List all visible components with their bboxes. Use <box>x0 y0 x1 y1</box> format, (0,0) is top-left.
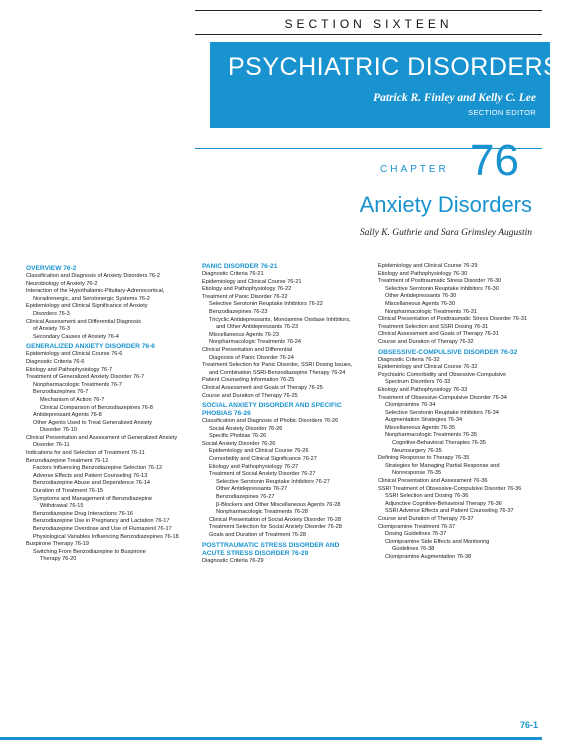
toc-entry[interactable]: Goals and Duration of Treatment 76-28 <box>209 532 307 538</box>
toc-entry[interactable]: Course and Duration of Therapy 76-32 <box>378 338 474 345</box>
toc-column-2 <box>202 263 380 565</box>
toc-entry[interactable]: Defining Response to Therapy 76-35 <box>378 455 470 462</box>
toc-entry[interactable]: Epidemiology and Clinical Significance of Anxiety <box>26 303 148 310</box>
toc-entry[interactable]: Neurosurgery 76-35 <box>392 447 442 454</box>
toc-entry[interactable]: Other Antidepressants 76-27 <box>216 486 288 493</box>
toc-entry[interactable]: Benzodiazepine Abuse and Dependence 76-14 <box>33 480 150 487</box>
toc-entry[interactable]: Clomipramine Treatment 76-37 <box>378 523 456 530</box>
toc-entry[interactable]: Miscellaneous Agents 76-30 <box>385 300 455 307</box>
toc-entry[interactable]: Epidemiology and Clinical Course 76-26 <box>209 448 309 455</box>
toc-entry[interactable]: Dosing Guidelines 76-37 <box>385 531 447 538</box>
toc-entry[interactable]: Treatment of Posttraumatic Stress Disorder 76-30 <box>378 278 502 285</box>
toc-entry[interactable]: Nonpharmacologic Treatments 76-31 <box>385 308 478 315</box>
toc-entry[interactable]: Social Anxiety Disorder 76-26 <box>209 425 283 432</box>
toc-entry[interactable]: Therapy 76-20 <box>40 556 77 563</box>
toc-entry[interactable]: Clinical Assessment and Goals of Therapy 76-31 <box>378 331 499 338</box>
toc-entry[interactable]: Guidelines 76-38 <box>392 546 435 553</box>
toc-entry[interactable]: Benzodiazepine Drug Interactions 76-16 <box>33 510 133 517</box>
toc-entry[interactable]: Diagnosis of Panic Disorder 76-24 <box>209 354 294 361</box>
toc-entry[interactable]: Classification and Diagnosis of Anxiety Disorders 76-2 <box>26 273 161 279</box>
toc-entry[interactable]: Epidemiology and Clinical Course 76-6 <box>26 351 123 358</box>
toc-entry[interactable]: Treatment Selection and SSRI Dosing 76-31 <box>378 323 489 330</box>
toc-entry[interactable]: Classification and Diagnosis of Phobic Disorders 76-26 <box>202 418 339 425</box>
toc-entry[interactable]: Physiological Variables Influencing Benzodiazepines 76-18 <box>33 533 179 540</box>
toc-entry[interactable]: Selective Serotonin Reuptake Inhibitors 76-22 <box>209 301 323 308</box>
toc-entry[interactable]: Interaction of the Hypothalamic-Pituitary-Adrenocortical, <box>26 288 165 295</box>
toc-entry[interactable]: Clomipramine Augmentation 76-38 <box>385 553 472 560</box>
toc-entry[interactable]: Noradrenergic, and Serotonergic Systems 76-2 <box>33 295 150 302</box>
toc-entry[interactable]: Comorbidity and Clinical Significance 76-27 <box>209 456 317 463</box>
toc-entry[interactable]: Withdrawal 76-15 <box>40 503 84 510</box>
section-title: PSYCHIATRIC DISORDERS <box>228 53 561 81</box>
section-banner <box>0 0 564 128</box>
chapter-label: CHAPTER <box>380 164 449 175</box>
toc-entry[interactable]: Psychiatric Comorbidity and Obsessive-Compulsive <box>378 371 507 378</box>
toc-entry[interactable]: SSRI Selection and Dosing 76-36 <box>385 493 469 500</box>
toc-column-3 <box>378 263 556 562</box>
toc-entry[interactable]: Etiology and Pathophysiology 76-27 <box>209 463 299 470</box>
toc-entry[interactable]: Clinical Presentation and Assessment 76-36 <box>378 478 488 485</box>
toc-entry[interactable]: Disorder 76-10 <box>40 427 77 434</box>
toc-entry[interactable]: Etiology and Pathophysiology 76-33 <box>378 386 468 393</box>
toc-entry[interactable]: Nonpharmacologic Treatments 76-28 <box>216 509 309 516</box>
toc-entry[interactable]: Clinical Presentation and Assessment of Generalized Anxiety <box>26 434 178 441</box>
toc-entry[interactable]: β-Blockers and Other Miscellaneous Agents 76-28 <box>216 501 341 508</box>
toc-heading: POSTTRAUMATIC STRESS DISORDER AND <box>202 541 340 549</box>
toc-entry[interactable]: Specific Phobias 76-26 <box>209 433 267 440</box>
toc-entry[interactable]: Etiology and Pathophysiology 76-7 <box>26 366 113 373</box>
toc-entry[interactable]: Neurobiology of Anxiety 76-2 <box>26 280 98 287</box>
toc-entry[interactable]: Etiology and Pathophysiology 76-22 <box>202 286 292 293</box>
toc-entry[interactable]: and Other Antidepressants 76-23 <box>216 324 299 331</box>
toc-entry[interactable]: Nonpharmacologic Treatments 76-7 <box>33 381 122 388</box>
toc-entry[interactable]: Clinical Comparison of Benzodiazepines 76-8 <box>40 404 153 411</box>
toc-entry[interactable]: Clinical Presentation of Posttraumatic Stress Disorder 76-31 <box>378 316 527 323</box>
toc-entry[interactable]: Epidemiology and Clinical Course 76-29 <box>378 263 478 269</box>
toc-entry[interactable]: Treatment of Generalized Anxiety Disorder 76-7 <box>26 374 145 381</box>
toc-entry[interactable]: Selective Serotonin Reuptake Inhibitors 76-27 <box>216 478 330 485</box>
toc-entry[interactable]: Adjunctive Cognitive-Behavioral Therapy 76-36 <box>385 500 502 507</box>
toc-entry[interactable]: Treatment Selection for Social Anxiety Disorder 76-28 <box>209 524 342 531</box>
toc-entry[interactable]: and Combination SSRI-Benzodiazepine Therapy 76-24 <box>209 369 346 376</box>
toc-entry[interactable]: Tricyclic Antidepressants, Monoamine Oxidase Inhibitors, <box>209 316 351 323</box>
toc-entry[interactable]: Benzodiazepines 76-27 <box>216 494 275 501</box>
toc-entry[interactable]: Buspirone Therapy 76-19 <box>26 541 90 548</box>
toc-entry[interactable]: Symptoms and Management of Benzodiazepine <box>33 495 153 502</box>
toc-entry[interactable]: Benzodiazepine Overdose and Use of Flumazenil 76-17 <box>33 526 172 532</box>
toc-entry[interactable]: Diagnostic Criteria 76-29 <box>202 557 264 564</box>
toc-heading: GENERALIZED ANXIETY DISORDER 76-6 <box>26 343 155 351</box>
toc-entry[interactable]: Treatment Selection for Panic Disorder, SSRI Dosing Issues, <box>202 362 353 369</box>
toc-entry[interactable]: Duration of Treatment 76-15 <box>33 488 103 495</box>
toc-entry[interactable]: Augmentation Strategies 76-34 <box>385 417 463 424</box>
toc-entry[interactable]: Indications for and Selection of Treatment 76-11 <box>26 450 145 457</box>
toc-entry[interactable]: SSRI Adverse Effects and Patient Counseling 76-37 <box>385 508 514 515</box>
toc-entry[interactable]: Clomipramine Side Effects and Monitoring <box>385 538 490 545</box>
section-rule-top <box>195 10 542 11</box>
toc-entry[interactable]: Benzodiazepine Use in Pregnancy and Lactation 76-17 <box>33 518 170 525</box>
chapter-number: 76 <box>470 136 519 185</box>
toc-entry[interactable]: Selective Serotonin Reuptake Inhibitors 76-30 <box>385 285 499 292</box>
toc-entry[interactable]: Other Antidepressants 76-30 <box>385 293 457 300</box>
toc-entry[interactable]: Selective Serotonin Reuptake Inhibitors 76-34 <box>385 409 499 416</box>
toc-entry[interactable]: Secondary Causes of Anxiety 76-4 <box>33 333 119 340</box>
toc-entry[interactable]: Clinical Assessment and Differential Diagnosis <box>26 318 141 325</box>
toc-entry[interactable]: Other Agents Used to Treat Generalized Anxiety <box>33 419 153 426</box>
toc-entry[interactable]: Epidemiology and Clinical Course 76-32 <box>378 364 478 371</box>
toc-entry[interactable]: Course and Duration of Therapy 76-37 <box>378 516 474 522</box>
toc-entry[interactable]: Strategies for Managing Partial Response and <box>385 462 500 469</box>
toc-heading: PANIC DISORDER 76-21 <box>202 263 278 270</box>
toc-entry[interactable]: Treatment of Obsessive-Compulsive Disorder 76-34 <box>378 394 507 401</box>
toc-entry[interactable]: Nonresponse 76-35 <box>392 470 442 477</box>
toc-entry[interactable]: Clomipramine 76-34 <box>385 402 436 409</box>
toc-entry[interactable]: Diagnostic Criteria 76-21 <box>202 271 264 277</box>
toc-entry[interactable]: Mechanism of Action 76-7 <box>40 396 105 403</box>
toc-entry[interactable]: Clinical Presentation of Social Anxiety Disorder 76-28 <box>209 516 342 523</box>
toc-entry[interactable]: Disorder 76-11 <box>33 442 70 449</box>
toc-entry[interactable]: Social Anxiety Disorder 76-26 <box>202 440 276 447</box>
chapter-authors: Sally K. Guthrie and Sara Grimsley Augustin <box>359 228 532 238</box>
footer-rule <box>0 737 542 740</box>
toc-entry[interactable]: Benzodiazepines 76-7 <box>33 389 89 396</box>
toc-entry[interactable]: Clinical Presentation and Differential <box>202 346 293 353</box>
toc-entry[interactable]: Factors Influencing Benzodiazepine Selection 76-12 <box>33 465 163 472</box>
toc-entry[interactable]: Benzodiazepines 76-23 <box>209 308 268 315</box>
toc-entry[interactable]: Nonpharmacologic Treatments 76-35 <box>385 432 478 439</box>
toc-entry[interactable]: Course and Duration of Therapy 76-25 <box>202 392 298 399</box>
toc-heading: SOCIAL ANXIETY DISORDER AND SPECIFIC <box>202 402 342 410</box>
toc-entry[interactable]: Cognitive-Behavioral Therapies 76-35 <box>392 440 486 447</box>
toc-entry[interactable]: Spectrum Disorders 76-33 <box>385 379 451 386</box>
toc-heading: OBSESSIVE-COMPULSIVE DISORDER 76-32 <box>378 348 518 356</box>
toc-heading: PHOBIAS 76-26 <box>202 410 251 418</box>
section-editor-role: SECTION EDITOR <box>468 108 536 117</box>
toc-entry[interactable]: SSRI Treatment of Obsessive-Compulsive Disorder 76-36 <box>378 485 522 492</box>
toc-heading: ACUTE STRESS DISORDER 76-29 <box>202 549 309 557</box>
toc-entry[interactable]: Epidemiology and Clinical Course 76-21 <box>202 278 302 285</box>
toc-entry[interactable]: Diagnostic Criteria 76-6 <box>26 358 85 365</box>
toc-heading: OVERVIEW 76-2 <box>26 265 77 272</box>
toc-entry[interactable]: Switching From Benzodiazepine to Buspirone <box>33 548 146 555</box>
toc-entry[interactable]: of Anxiety 76-3 <box>33 326 71 333</box>
toc-entry[interactable]: Treatment of Panic Disorder 76-22 <box>202 293 288 300</box>
section-label: SECTION SIXTEEN <box>284 17 453 31</box>
chapter-title: Anxiety Disorders <box>359 192 532 217</box>
section-editors: Patrick R. Finley and Kelly C. Lee <box>373 92 536 104</box>
toc-entry[interactable]: Antidepressant Agents 76-8 <box>33 412 102 419</box>
toc-entry[interactable]: Clinical Assessment and Goals of Therapy 76-25 <box>202 384 323 391</box>
toc-entry[interactable]: Miscellaneous Agents 76-23 <box>209 331 279 338</box>
toc-entry[interactable]: Nonpharmacologic Treatments 76-24 <box>209 339 302 346</box>
toc-entry[interactable]: Benzodiazepine Treatment 76-12 <box>26 457 109 464</box>
toc-entry[interactable]: Miscellaneous Agents 76-35 <box>385 424 455 431</box>
toc-entry[interactable]: Treatment of Social Anxiety Disorder 76-27 <box>209 471 316 478</box>
page-number: 76-1 <box>519 720 538 730</box>
toc-entry[interactable]: Adverse Effects and Patient Counseling 76-13 <box>33 472 148 479</box>
toc-entry[interactable]: Disorders 76-3 <box>33 310 70 317</box>
toc-entry[interactable]: Etiology and Pathophysiology 76-30 <box>378 270 468 277</box>
toc-column-1 <box>26 265 204 564</box>
toc-entry[interactable]: Diagnostic Criteria 76-32 <box>378 356 440 363</box>
toc-entry[interactable]: Patient Counseling Information 76-25 <box>202 377 295 384</box>
section-rule-bottom <box>195 34 542 35</box>
